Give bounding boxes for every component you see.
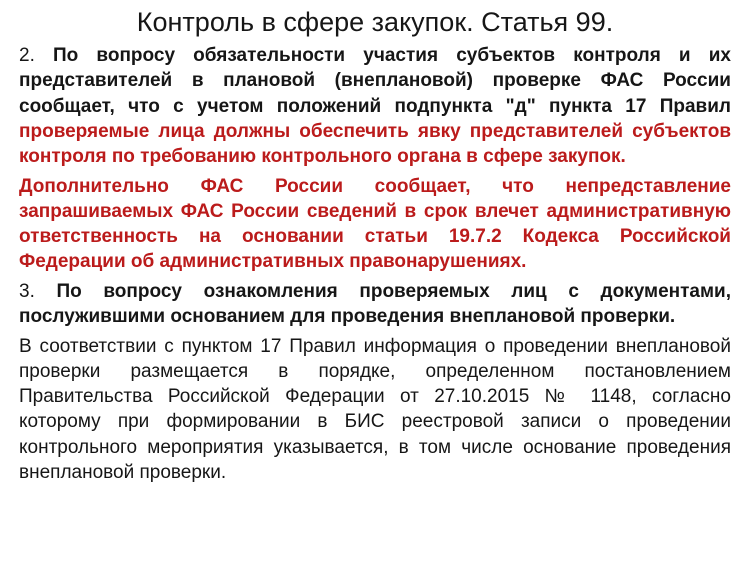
paragraph-3-number: 3. — [19, 281, 35, 303]
paragraph-3-text-black: По вопросу ознакомления проверяемых лиц с документами, послужившими основанием для проведения внеплановой проверки. — [19, 281, 731, 328]
paragraph-question-2 — [19, 43, 731, 168]
paragraph-2-text-red: проверяемые лица должны обеспечить явку представителей субъектов контроля по требованию контрольного органа в сфере закупок. — [19, 120, 731, 167]
slide-title: Контроль в сфере закупок. Статья 99. — [136, 7, 614, 37]
paragraph-clause-17-text: В соответствии с пунктом 17 Правил информация о проведении внеплановой проверки размещается в порядке, определенном постановлением Правительства Российской Федерации от 27.10.2015 № 1148, согласно которому при формировании в БИС реестровой записи о проведении контрольного мероприятия указывается, в том числе основание проведения внеплановой проверки. — [19, 336, 731, 483]
paragraph-additional-info — [19, 174, 731, 274]
paragraph-question-3 — [19, 279, 731, 329]
paragraph-2-text-black: По вопросу обязательности участия субъектов контроля и их представителей в плановой (внеплановой) проверке ФАС России сообщает, что с учетом положений подпункта "д" пункта 17 Правил — [19, 45, 731, 117]
paragraph-additional-text-red: Дополнительно ФАС России сообщает, что непредставление запрашиваемых ФАС России сведений в срок влечет административную ответственность на основании статьи 19.7.2 Кодекса Российской Федерации об административных правонарушениях. — [19, 175, 731, 273]
paragraph-2-number: 2. — [19, 45, 35, 67]
paragraph-clause-17 — [19, 334, 731, 484]
